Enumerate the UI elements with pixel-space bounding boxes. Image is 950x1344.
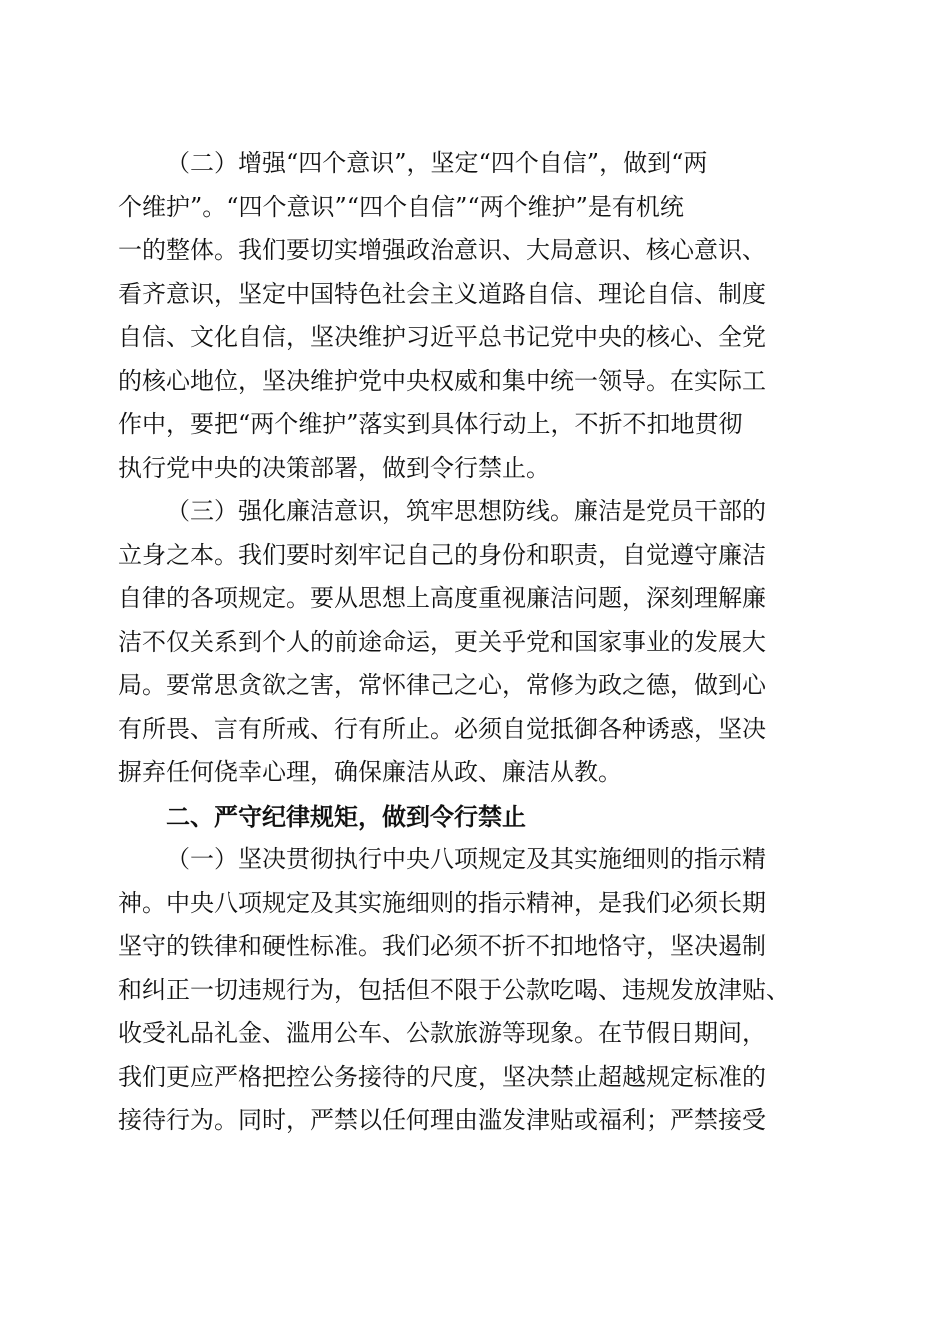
paragraph-line: 有所畏、言有所戒、行有所止。必须自觉抵御各种诱惑，坚决: [118, 714, 766, 743]
paragraph-line: （一）坚决贯彻执行中央八项规定及其实施细则的指示精: [166, 845, 766, 873]
paragraph-line: 坚守的铁律和硬性标准。我们必须不折不扣地恪守，坚决遏制: [118, 932, 766, 960]
paragraph-line: 的核心地位，坚决维护党中央权威和集中统一领导。在实际工: [118, 366, 766, 395]
paragraph-line: 执行党中央的决策部署，做到令行禁止。: [118, 453, 550, 482]
paragraph-line: 接待行为。同时，严禁以任何理由滥发津贴或福利；严禁接受: [118, 1106, 766, 1134]
paragraph-section-one: [118, 838, 838, 1143]
paragraph-two: [118, 142, 838, 490]
paragraph-line: 摒弃任何侥幸心理，确保廉洁从政、廉洁从教。: [118, 758, 622, 786]
paragraph-line: 看齐意识，坚定中国特色社会主义道路自信、理论自信、制度: [118, 279, 766, 308]
paragraph-line: 收受礼品礼金、滥用公车、公款旅游等现象。在节假日期间，: [118, 1019, 766, 1047]
section-heading: 二、严守纪律规矩，做到令行禁止: [166, 801, 526, 831]
paragraph-line: （二）增强“四个意识”，坚定“四个自信”，做到“两: [166, 149, 708, 177]
paragraph-line: 自律的各项规定。要从思想上高度重视廉洁问题，深刻理解廉: [118, 584, 766, 612]
paragraph-line: 立身之本。我们要时刻牢记自己的身份和职责，自觉遵守廉洁: [118, 540, 766, 569]
paragraph-three: [118, 490, 838, 795]
paragraph-line: 洁不仅关系到个人的前途命运，更关乎党和国家事业的发展大: [118, 627, 766, 656]
paragraph-line: 局。要常思贪欲之害，常怀律己之心，常修为政之德，做到心: [118, 671, 766, 699]
document-body: [118, 142, 838, 1143]
paragraph-line: 神。中央八项规定及其实施细则的指示精神，是我们必须长期: [118, 888, 766, 917]
paragraph-line: 我们更应严格把控公务接待的尺度，坚决禁止超越规定标准的: [118, 1062, 766, 1091]
paragraph-line: 一的整体。我们要切实增强政治意识、大局意识、核心意识、: [118, 236, 766, 264]
paragraph-line: 和纠正一切违规行为，包括但不限于公款吃喝、违规发放津贴、: [118, 975, 790, 1004]
paragraph-line: 自信、文化自信，坚决维护习近平总书记党中央的核心、全党: [118, 323, 766, 351]
paragraph-line: 作中，要把“两个维护”落实到具体行动上，不折不扣地贯彻: [118, 410, 743, 438]
paragraph-line: 个维护”。“四个意识”“四个自信”“两个维护”是有机统: [118, 192, 684, 221]
paragraph-line: （三）强化廉洁意识，筑牢思想防线。廉洁是党员干部的: [166, 497, 766, 525]
